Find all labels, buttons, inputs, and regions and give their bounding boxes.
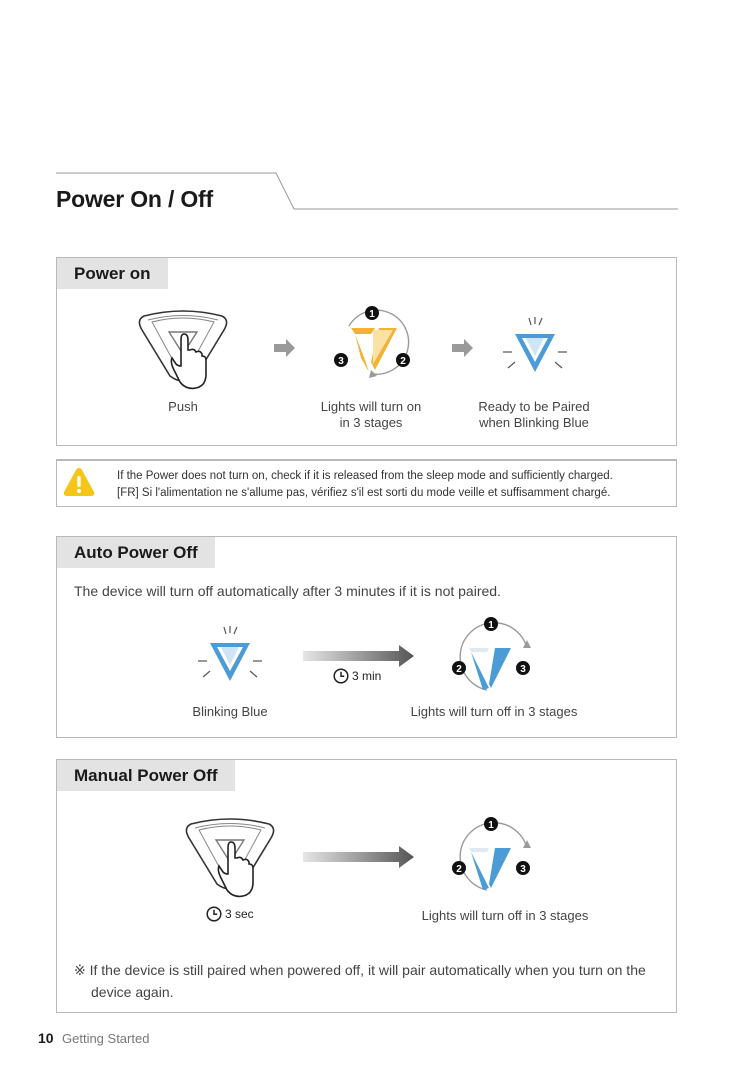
gradient-arrow-icon bbox=[303, 645, 415, 667]
page-title: Power On / Off bbox=[56, 186, 213, 212]
arrow-right-icon bbox=[274, 338, 296, 358]
stage-2-label: 2 bbox=[456, 864, 462, 875]
timer-3min-label: 3 min bbox=[352, 669, 382, 683]
auto-power-off-section bbox=[56, 536, 677, 738]
page-number: 10 bbox=[38, 1030, 54, 1046]
stage-3-label: 3 bbox=[338, 356, 344, 367]
ready-caption-line2: when Blinking Blue bbox=[479, 415, 589, 430]
manual-lights-off-caption: Lights will turn off in 3 stages bbox=[421, 908, 589, 923]
lights-on-stages-illustration bbox=[327, 302, 427, 382]
stage-1-label: 1 bbox=[488, 620, 494, 631]
repair-note-line1: ※ If the device is still paired when powered off, it will pair automatically when you turn on the bbox=[74, 962, 646, 978]
manual-power-off-heading: Manual Power Off bbox=[57, 760, 235, 791]
stage-1-label: 1 bbox=[488, 820, 494, 831]
warning-notice bbox=[56, 459, 677, 507]
auto-power-off-heading: Auto Power Off bbox=[57, 537, 215, 568]
timer-3sec bbox=[206, 906, 254, 922]
power-on-heading: Power on bbox=[57, 258, 168, 289]
power-on-section bbox=[56, 257, 677, 446]
lights-on-caption-line2: in 3 stages bbox=[339, 415, 403, 430]
warning-text-en: If the Power does not turn on, check if it is released from the sleep mode and sufficiently charged. bbox=[117, 470, 613, 482]
repair-note-line2: device again. bbox=[91, 984, 174, 1000]
ready-caption-line1: Ready to be Paired bbox=[478, 399, 590, 414]
push-caption: Push bbox=[168, 399, 198, 414]
manual-power-off-section bbox=[56, 759, 677, 1013]
stage-1-label: 1 bbox=[369, 309, 375, 320]
warning-icon bbox=[62, 466, 96, 498]
blinking-blue-illustration bbox=[195, 625, 265, 687]
stage-2-label: 2 bbox=[456, 664, 462, 675]
warning-text-fr: [FR] Si l'alimentation ne s'allume pas, vérifiez s'il est sorti du mode veille et suffisamment chargé. bbox=[117, 487, 611, 499]
blinking-blue-caption: Blinking Blue bbox=[192, 704, 268, 719]
stage-3-label: 3 bbox=[520, 664, 526, 675]
lights-off-stages-illustration bbox=[443, 612, 543, 696]
arrow-right-icon bbox=[452, 338, 474, 358]
stage-2-label: 2 bbox=[400, 356, 406, 367]
auto-lights-off-caption: Lights will turn off in 3 stages bbox=[410, 704, 578, 719]
blinking-blue-illustration bbox=[500, 316, 570, 378]
lights-on-caption-line1: Lights will turn on bbox=[320, 399, 422, 414]
device-push-illustration bbox=[136, 308, 231, 398]
section-label: Getting Started bbox=[62, 1031, 150, 1046]
timer-3sec-label: 3 sec bbox=[225, 907, 254, 921]
gradient-arrow-icon bbox=[303, 846, 415, 868]
device-hold-illustration bbox=[183, 816, 278, 906]
auto-power-off-description: The device will turn off automatically after 3 minutes if it is not paired. bbox=[74, 583, 501, 599]
stage-3-label: 3 bbox=[520, 864, 526, 875]
lights-off-stages-illustration bbox=[443, 812, 543, 896]
clock-icon bbox=[206, 906, 222, 922]
clock-icon bbox=[333, 668, 349, 684]
timer-3min bbox=[333, 668, 381, 684]
